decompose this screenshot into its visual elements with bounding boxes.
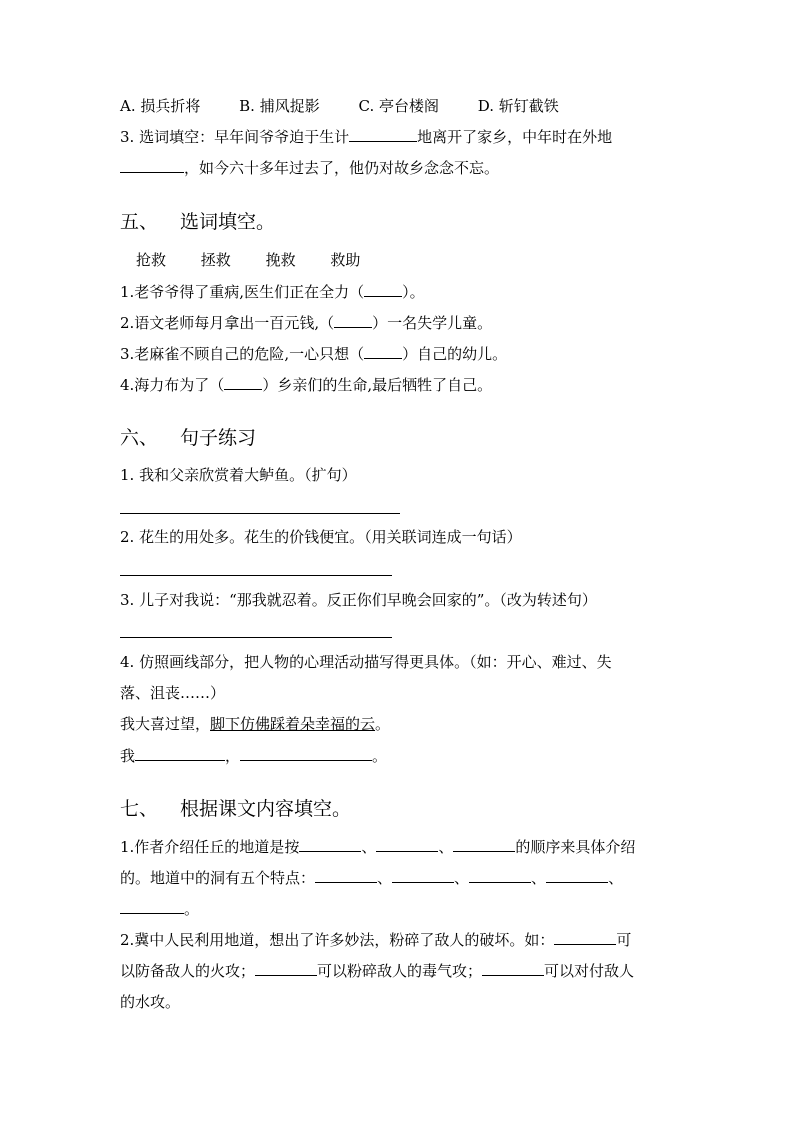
section-5-heading — [120, 209, 275, 235]
s7-question-1-line2: 的。地道中的洞有五个特点： 、 、 、 、 — [120, 869, 624, 887]
s7-question-1-line1: 1.作者介绍任丘的地道是按 、 、 的顺序来具体介绍 — [120, 838, 636, 856]
section-title: 选词填空。 — [180, 211, 276, 233]
option-c: C. 亭台楼阁 — [358, 97, 439, 115]
s6-question-3: 3. 儿子对我说：“那我就忍着。反正你们早晚会回家的”。（改为转述句） — [120, 591, 597, 609]
blank[interactable] — [392, 868, 454, 883]
blank[interactable] — [453, 837, 515, 852]
blank[interactable] — [349, 127, 417, 142]
word-3: 挽救 — [265, 251, 296, 269]
section-number: 五、 — [120, 211, 159, 233]
question-3-line1: 3. 选词填空：早年间爷爷迫于生计 地离开了家乡，中年时在外地 — [120, 128, 613, 146]
s5-question-1: 1.老爷爷得了重病,医生们正在全力（ ）。 — [120, 283, 425, 301]
word-4: 救助 — [330, 251, 361, 269]
underlined-part: 脚下仿佛踩着朵幸福的云 — [210, 715, 376, 733]
word-bank — [136, 250, 390, 270]
blank[interactable] — [376, 837, 438, 852]
section-title: 句子练习 — [180, 427, 257, 449]
blank[interactable] — [255, 961, 317, 976]
s7-question-1-line3: 。 — [120, 899, 199, 919]
s5-question-4: 4.海力布为了（ ）乡亲们的生命,最后牺牲了自己。 — [120, 376, 493, 394]
s6-question-2: 2. 花生的用处多。花生的价钱便宜。（用关联词连成一句话） — [120, 528, 522, 546]
word-1: 抢救 — [136, 251, 167, 269]
blank[interactable] — [546, 868, 608, 883]
question-3-line2: ，如今六十多年过去了，他仍对故乡念念不忘。 — [120, 158, 499, 178]
s6-question-4-line1: 4. 仿照画线部分，把人物的心理活动描写得更具体。（如：开心、难过、失 — [120, 653, 612, 671]
answer-line-2[interactable] — [120, 575, 392, 576]
imitation-answer: 我 ， 。 — [120, 747, 388, 765]
blank[interactable] — [364, 344, 402, 359]
option-d: D. 斩钉截铁 — [477, 97, 559, 115]
blank[interactable] — [554, 930, 616, 945]
blank[interactable] — [240, 746, 372, 761]
answer-line-3[interactable] — [120, 637, 392, 638]
section-6-heading — [120, 425, 256, 451]
s7-question-2-line1: 2.冀中人民利用地道，想出了许多妙法，粉碎了敌人的破坏。如： 可 — [120, 931, 632, 949]
option-b: B. 捕风捉影 — [239, 97, 320, 115]
blank[interactable] — [334, 313, 372, 328]
blank[interactable] — [315, 868, 377, 883]
answer-line-1[interactable] — [120, 513, 400, 514]
section-number: 六、 — [120, 427, 159, 449]
blank[interactable] — [299, 837, 361, 852]
blank[interactable] — [482, 961, 544, 976]
options-row — [120, 96, 593, 116]
section-7-heading — [120, 796, 351, 822]
section-title: 根据课文内容填空。 — [180, 798, 352, 820]
blank[interactable] — [469, 868, 531, 883]
example-sentence: 我大喜过望，脚下仿佛踩着朵幸福的云。 — [120, 715, 391, 733]
s5-question-2: 2.语文老师每月拿出一百元钱,（ ）一名失学儿童。 — [120, 314, 493, 332]
s7-question-2-line3: 的水攻。 — [120, 993, 181, 1011]
option-a: A. 损兵折将 — [120, 97, 201, 115]
blank[interactable] — [364, 282, 402, 297]
blank[interactable] — [224, 375, 262, 390]
section-number: 七、 — [120, 798, 159, 820]
blank[interactable] — [120, 899, 184, 914]
blank[interactable] — [135, 746, 225, 761]
s7-question-2-line2: 以防备敌人的火攻； 可以粉碎敌人的毒气攻； 可以对付敌人 — [120, 962, 635, 980]
s6-question-1: 1. 我和父亲欣赏着大鲈鱼。（扩句） — [120, 466, 357, 484]
s5-question-3: 3.老麻雀不顾自己的危险,一心只想（ ）自己的幼儿。 — [120, 345, 508, 363]
s6-question-4-line2: 落、沮丧……） — [120, 684, 226, 702]
blank[interactable] — [120, 158, 184, 173]
word-2: 拯救 — [200, 251, 231, 269]
